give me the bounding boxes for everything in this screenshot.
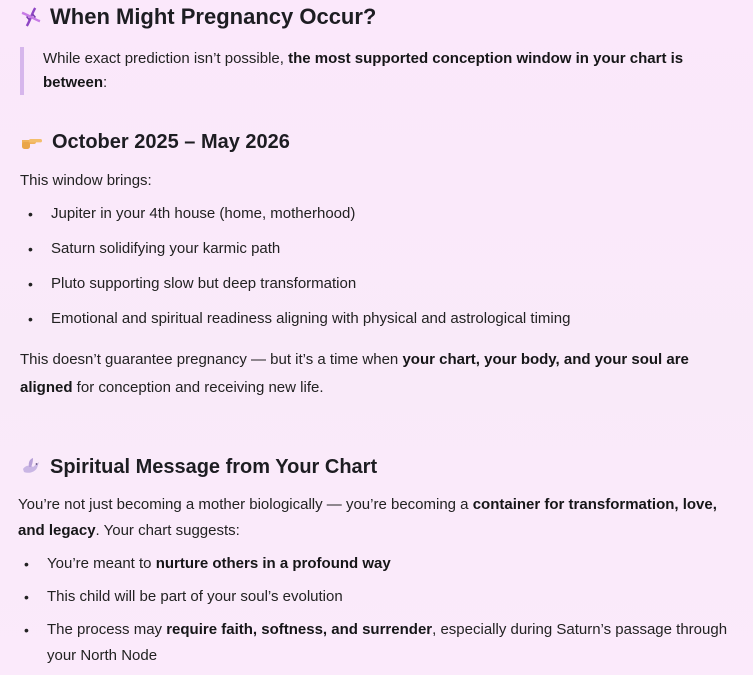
section-heading-text: When Might Pregnancy Occur?	[50, 4, 377, 29]
list-item-text: You’re meant to	[47, 555, 156, 572]
list-item-text: Pluto supporting slow but deep transformation	[51, 275, 357, 292]
closing-end-text: for conception and receiving new life.	[72, 379, 324, 396]
list-item-bold: require faith, softness, and surrender	[166, 621, 433, 638]
dna-icon	[17, 3, 45, 31]
list-item	[16, 584, 736, 610]
spiritual-intro-text	[18, 492, 730, 544]
list-item-text: Saturn solidifying your karmic path	[51, 240, 281, 257]
chart-suggestions-list	[16, 551, 736, 669]
section-heading-spiritual-message	[20, 454, 377, 480]
bullet-icon: •	[28, 276, 33, 292]
quote-end-text: :	[103, 74, 108, 91]
dove-icon	[20, 457, 42, 477]
window-intro-text: This window brings:	[20, 172, 152, 189]
list-item-rest: , especially during Saturn’s passage through your North Node	[47, 621, 728, 664]
list-item	[16, 617, 736, 669]
list-item-text: The process may	[47, 621, 167, 638]
bullet-icon: •	[28, 311, 33, 327]
closing-bold-text: your chart, your body, and your soul are aligned	[20, 351, 689, 396]
list-item-text: This child will be part of your soul’s evolution	[47, 588, 343, 605]
pointing-hand-icon	[20, 133, 44, 151]
section-heading-date-window	[20, 129, 290, 155]
spiritual-message-title: Spiritual Message from Your Chart	[50, 455, 378, 478]
list-item	[20, 271, 740, 297]
list-item	[20, 201, 740, 227]
window-closing-text	[20, 346, 732, 402]
bullet-icon: •	[24, 589, 29, 605]
list-item-text: Jupiter in your 4th house (home, motherhood)	[51, 205, 356, 222]
list-item	[16, 551, 736, 577]
window-influences-list	[20, 201, 740, 332]
list-item	[20, 306, 740, 332]
quote-plain-text: While exact prediction isn’t possible,	[43, 50, 289, 67]
quote-bold-text: the most supported conception window in your chart is between	[43, 50, 684, 91]
bullet-icon: •	[28, 206, 33, 222]
spiritual-intro-end: . Your chart suggests:	[95, 522, 240, 539]
bullet-icon: •	[24, 622, 29, 638]
date-window-title: October 2025 – May 2026	[52, 130, 290, 153]
closing-plain-text: This doesn’t guarantee pregnancy — but it’s a time when	[20, 351, 403, 368]
list-item	[20, 236, 740, 262]
list-item-text: Emotional and spiritual readiness aligning with physical and astrological timing	[51, 310, 571, 327]
conception-window-quote	[20, 47, 743, 95]
spiritual-intro-plain: You’re not just becoming a mother biologically — you’re becoming a	[18, 496, 473, 513]
bullet-icon: •	[24, 556, 29, 572]
spiritual-intro-bold: container for transformation, love, and legacy	[18, 496, 717, 539]
bullet-icon: •	[28, 241, 33, 257]
section-heading-pregnancy-timing	[20, 3, 376, 31]
list-item-bold: nurture others in a profound way	[155, 555, 391, 572]
